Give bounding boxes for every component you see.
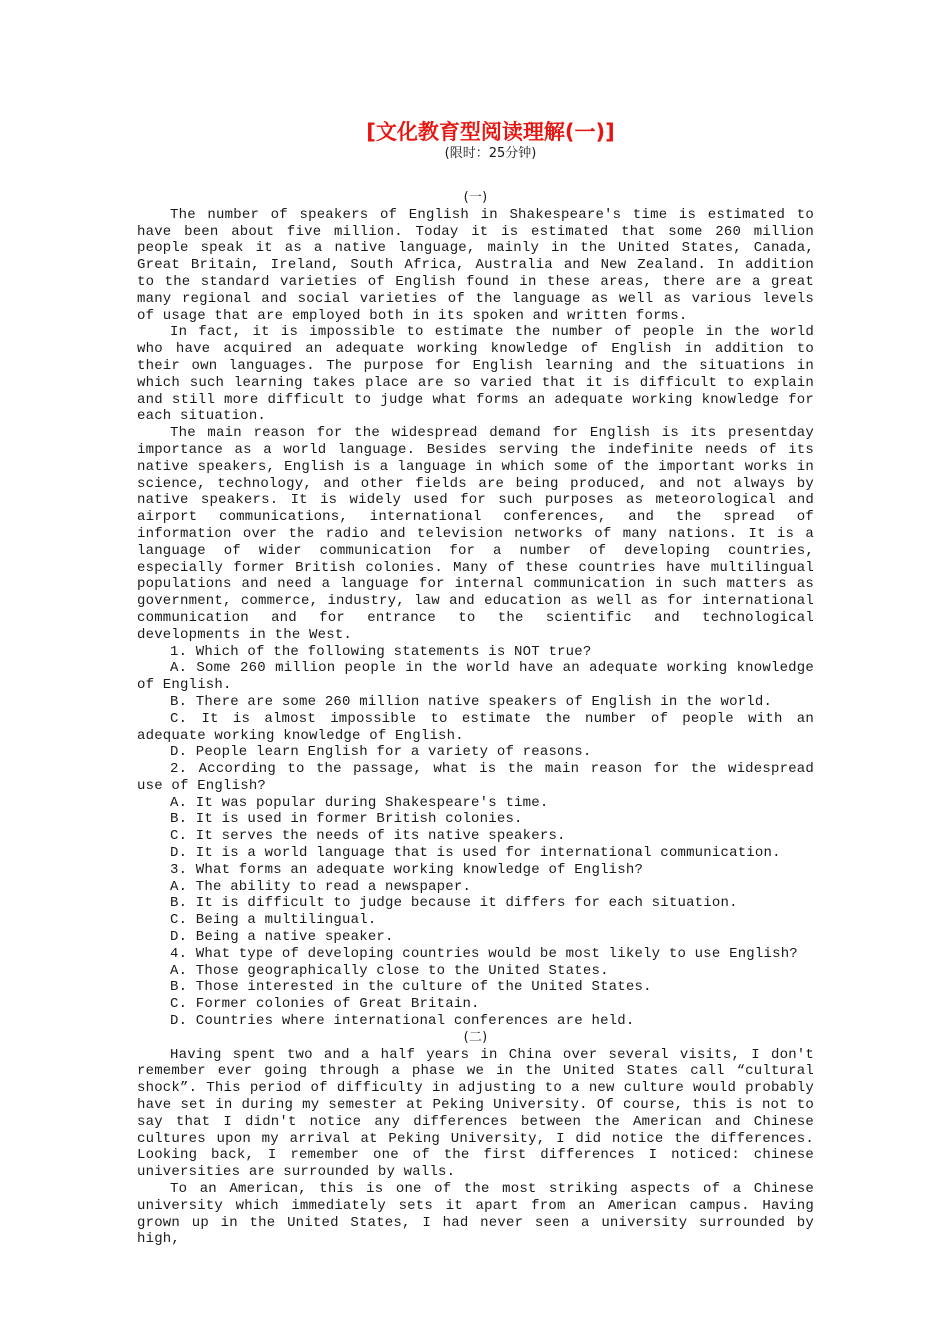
question-4-option-c: C. Former colonies of Great Britain. xyxy=(170,996,480,1013)
passage2-paragraph-1: Having spent two and a half years in China over several visits, I don't remember ever going through a phase we in the United States call “cultural shock”. This period of difficulty in adjusting to a new culture would probably have set in during my semester at Peking University. Of course, this is not to say that I didn't notice any differences between the American and Chinese cultures upon my arrival at Peking University, I did notice the differences. Looking back, I remember one of the first differences I noticed: chinese universities are surrounded by walls. xyxy=(137,1046,814,1181)
question-3-option-a: A. The ability to read a newspaper. xyxy=(170,878,472,895)
document-page xyxy=(137,118,814,1248)
question-2-stem: 2. According to the passage, what is the main reason for the widespread use of English? xyxy=(137,761,814,794)
question-3-option-c: C. Being a multilingual. xyxy=(170,912,377,929)
document-title: [文化教育型阅读理解(一)] xyxy=(366,120,615,144)
question-1-option-b: B. There are some 260 million native speakers of English in the world. xyxy=(170,693,773,710)
question-1-option-a: A. Some 260 million people in the world have an adequate working knowledge of English. xyxy=(137,660,814,694)
question-4-option-a: A. Those geographically close to the United States. xyxy=(170,962,609,979)
question-3-option-b: B. It is difficult to judge because it differs for each situation. xyxy=(170,895,738,912)
question-2-option-a: A. It was popular during Shakespeare's time. xyxy=(170,794,549,811)
question-4-option-d: D. Countries where international conferences are held. xyxy=(170,1013,635,1030)
passage-body xyxy=(137,190,814,1248)
passage2-paragraph-2: To an American, this is one of the most striking aspects of a Chinese university which immediately sets it apart from an American campus. Having grown up in the United States, I had never seen a university surrounded by high, xyxy=(137,1181,814,1248)
section-label-2: (二) xyxy=(463,1029,488,1045)
question-1-option-d: D. People learn English for a variety of reasons. xyxy=(170,744,592,761)
passage1-paragraph-3: The main reason for the widespread demand for English is its presentday importance as a world language. Besides serving the indefinite needs of its native speakers, English is a language in which some of the important works in science, technology, and other fields are being produced, and not always by native speakers. It is widely used for such purposes as meteorological and airport communications, international conferences, and the spread of information over the radio and television networks of many nations. It is a language of wider communication for a number of developing countries, especially former British colonies. Many of these countries have multilingual populations and need a language for internal communication in such matters as government, commerce, industry, law and education as well as for international communication and for entrance to the scientific and technological developments in the West. xyxy=(137,425,814,643)
question-4-option-b: B. Those interested in the culture of the United States. xyxy=(170,979,652,996)
question-4-stem: 4. What type of developing countries would be most likely to use English? xyxy=(170,945,798,962)
question-1-option-c: C. It is almost impossible to estimate the number of people with an adequate working knowledge of English. xyxy=(137,710,814,744)
question-2-option-d: D. It is a world language that is used for international communication. xyxy=(170,845,781,862)
question-3-stem: 3. What forms an adequate working knowledge of English? xyxy=(170,861,644,878)
question-1-stem: 1. Which of the following statements is NOT true? xyxy=(170,643,592,660)
question-2-option-b: B. It is used in former British colonies. xyxy=(170,811,523,828)
section-label-1: (一) xyxy=(463,190,488,205)
passage1-paragraph-2: In fact, it is impossible to estimate the number of people in the world who have acquired an adequate working knowledge of English in addition to their own languages. The purpose for English learning and the situations in which such learning takes place are so varied that it is difficult to explain and still more difficult to judge what forms an adequate working knowledge for each situation. xyxy=(137,324,814,425)
question-2-option-c: C. It serves the needs of its native speakers. xyxy=(170,828,566,845)
time-limit: (限时：25分钟) xyxy=(444,146,537,161)
passage1-paragraph-1: The number of speakers of English in Shakespeare's time is estimated to have been about five million. Today it is estimated that some 260 million people speak it as a native language, mainly in the United States, Canada, Great Britain, Ireland, South Africa, Australia and New Zealand. In addition to the standard varieties of English found in these areas, there are a great many regional and social varieties of the language as well as various levels of usage that are employed both in its spoken and written forms. xyxy=(137,206,814,324)
question-3-option-d: D. Being a native speaker. xyxy=(170,929,394,946)
